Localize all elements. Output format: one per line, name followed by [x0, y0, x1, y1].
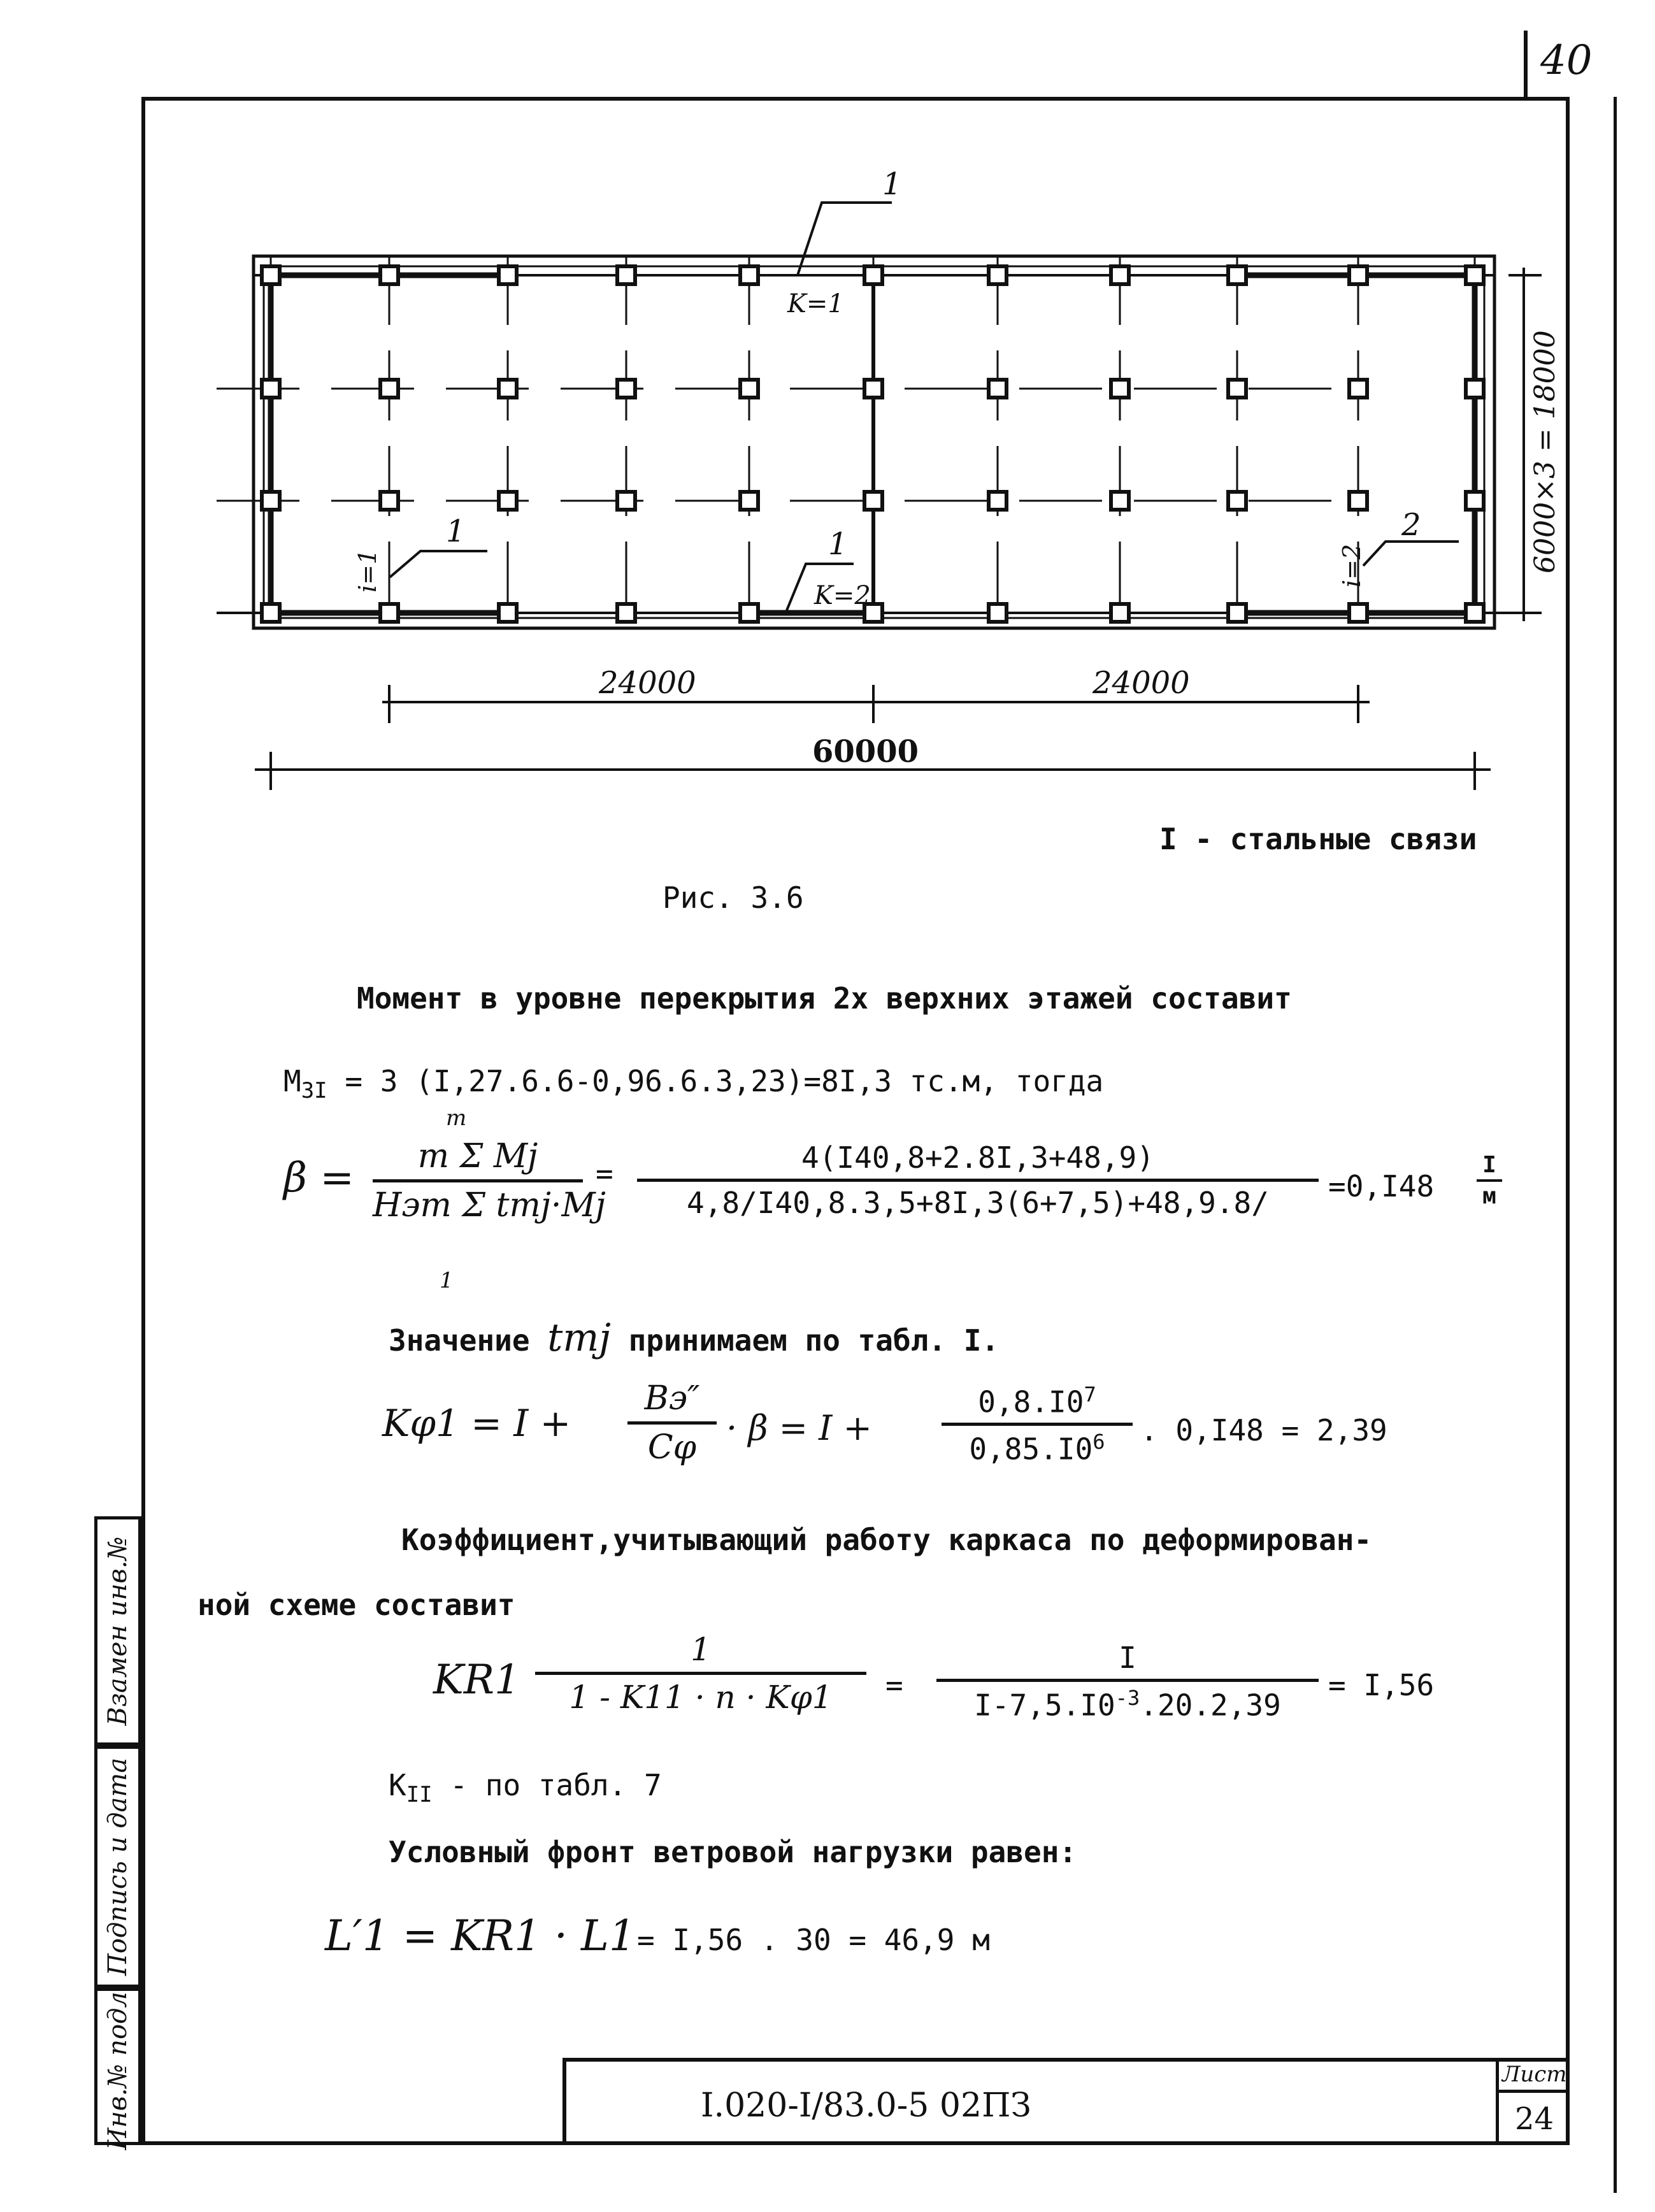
column — [1111, 266, 1129, 284]
paragraph-wind-front: Условный фронт ветровой нагрузки равен: — [389, 1835, 1077, 1869]
sheet-number: 24 — [1515, 2101, 1554, 2137]
column — [740, 266, 758, 284]
stamp-signature-label: Подпись и дата — [103, 1757, 133, 1976]
sum-limit-bottom: 1 — [440, 1268, 454, 1293]
column — [1466, 604, 1484, 622]
column — [989, 380, 1007, 398]
column — [864, 266, 882, 284]
callout-i2: i=2 — [1338, 543, 1366, 587]
sheet-label-divider — [1496, 2090, 1570, 2093]
l-rhs: = I,56 . 30 = 46,9 м — [637, 1923, 990, 1957]
column — [1228, 492, 1246, 510]
column — [989, 492, 1007, 510]
kr-frac-numerator: 1 — [691, 1631, 711, 1668]
beta-equals: = — [596, 1156, 613, 1191]
column — [499, 604, 517, 622]
dim-label-side: 6000×3 = 18000 — [1529, 330, 1561, 573]
beta-denominator: 4,8/I40,8.3,5+8I,3(6+7,5)+48,9.8/ — [687, 1186, 1269, 1220]
column — [1466, 492, 1484, 510]
column — [617, 380, 635, 398]
k11-note — [389, 1768, 662, 1807]
kf-result: . 0,I48 = 2,39 — [1140, 1413, 1387, 1447]
column — [740, 492, 758, 510]
dim-label-left: 24000 — [599, 665, 696, 701]
beta-left-fraction — [373, 1137, 606, 1224]
column — [989, 604, 1007, 622]
beta-numerator: 4(I40,8+2.8I,3+48,9) — [801, 1140, 1154, 1175]
column — [262, 492, 280, 510]
callout-1-top: 1 — [882, 166, 902, 202]
figure-caption: Рис. 3.6 — [663, 880, 804, 915]
stamp-signature-box — [94, 1746, 141, 1988]
beta-result: =0,I48 — [1328, 1169, 1435, 1203]
k11-symbol: K — [389, 1768, 406, 1802]
column — [1111, 604, 1129, 622]
column — [262, 380, 280, 398]
m31-expression: = 3 (I,27.6.6-0,96.6.3,23)=8I,3 тс.м, тогда — [345, 1064, 1104, 1098]
column — [864, 380, 882, 398]
dim-label-total: 60000 — [812, 734, 919, 770]
page-number: 40 — [1540, 37, 1593, 84]
column — [989, 266, 1007, 284]
value-symbol: tmj — [547, 1316, 611, 1360]
kr-numerator: I — [1119, 1641, 1136, 1675]
kr-value-fraction — [936, 1641, 1319, 1722]
sheet-label: Лист — [1502, 2062, 1567, 2087]
beta-symbol: β = — [283, 1154, 354, 1202]
equation-m31 — [283, 1064, 1103, 1103]
kf-value-fraction — [942, 1382, 1133, 1467]
document-code: I.020-I/83.0-5 02ПЗ — [701, 2086, 1031, 2125]
kf-numerator: $0,8.I0^7$ — [978, 1382, 1096, 1419]
kr-fraction — [535, 1631, 866, 1716]
value-reference: принимаем по табл. I. — [628, 1323, 999, 1358]
title-block-divider — [1496, 2058, 1499, 2145]
legend-text: I - стальные связи — [1159, 822, 1477, 856]
column — [740, 380, 758, 398]
column — [380, 604, 398, 622]
callout-i1: i=1 — [354, 549, 382, 592]
column — [499, 380, 517, 398]
kf-frac-denominator: Cφ — [647, 1428, 697, 1467]
column — [1228, 604, 1246, 622]
stamp-inventory-box — [94, 1983, 141, 2150]
beta-left-denominator: Hэт Σ tmj·Mj — [373, 1186, 606, 1224]
kr-result: = I,56 — [1328, 1668, 1435, 1702]
beta-unit-numerator: I — [1482, 1152, 1496, 1178]
column — [380, 266, 398, 284]
callout-1-left: 1 — [446, 514, 466, 549]
column — [1228, 266, 1246, 284]
column — [1349, 380, 1367, 398]
floor-plan-drawing — [0, 0, 1655, 828]
column — [1349, 492, 1367, 510]
beta-unit-denominator: м — [1482, 1183, 1496, 1209]
stamp-replacement-box — [94, 1516, 141, 1746]
dim-label-right: 24000 — [1093, 665, 1190, 701]
column — [1111, 380, 1129, 398]
k11-reference: - по табл. 7 — [450, 1768, 662, 1802]
m31-subscript: 3I — [301, 1078, 327, 1104]
beta-right-fraction — [637, 1140, 1319, 1220]
paragraph-coefficient-line1: Коэффициент,учитывающий работу каркаса по деформирован- — [401, 1523, 1372, 1557]
value-label: Значение — [389, 1323, 530, 1358]
column — [1111, 492, 1129, 510]
kf-fraction — [627, 1379, 717, 1467]
beta-unit — [1477, 1152, 1502, 1209]
column — [617, 492, 635, 510]
column — [499, 492, 517, 510]
column — [864, 492, 882, 510]
column — [1466, 380, 1484, 398]
kf-denominator: $0,85.I0^6$ — [969, 1430, 1105, 1467]
column — [1349, 266, 1367, 284]
column — [380, 492, 398, 510]
callout-k2: K=2 — [814, 581, 871, 610]
k11-subscript: II — [406, 1782, 433, 1808]
stamp-inventory-label: Инв.№ подл. — [103, 1983, 133, 2150]
callout-1-mid: 1 — [828, 526, 848, 562]
beta-left-numerator: m Σ Mj — [417, 1137, 538, 1175]
kf-lhs: Kφ1 = I + — [382, 1402, 571, 1445]
column — [1349, 604, 1367, 622]
paragraph-coefficient-line2: ной схеме составит — [197, 1588, 515, 1622]
kf-frac-numerator: Bэ″ — [644, 1379, 700, 1418]
callout-2: 2 — [1401, 507, 1421, 543]
column — [740, 604, 758, 622]
paragraph-value — [389, 1316, 999, 1360]
l-lhs: L′1 = KR1 · L1 — [325, 1911, 636, 1960]
kr-denominator: $I-7,5.I0^{-3}.20.2,39$ — [974, 1686, 1281, 1723]
m31-symbol: M — [283, 1064, 301, 1098]
column — [262, 266, 280, 284]
sum-limit-top: m — [446, 1105, 467, 1131]
leader-line-k1 — [798, 203, 892, 275]
column — [380, 380, 398, 398]
stamp-replacement-label: Взамен инв.№ — [103, 1536, 133, 1726]
column — [1466, 266, 1484, 284]
column — [1228, 380, 1246, 398]
kr-lhs: KR1 — [433, 1656, 520, 1704]
column — [262, 604, 280, 622]
leader-line-2 — [1363, 542, 1459, 566]
kf-middle: · β = I + — [726, 1408, 872, 1448]
column — [499, 266, 517, 284]
paragraph-moment: Момент в уровне перекрытия 2х верхних этажей составит — [357, 981, 1292, 1016]
kr-frac-denominator: 1 - K11 · n · Kφ1 — [569, 1679, 833, 1716]
callout-k1: K=1 — [787, 289, 844, 319]
column — [617, 266, 635, 284]
column — [617, 604, 635, 622]
leader-line-i1 — [390, 551, 487, 577]
kr-equals: = — [885, 1668, 903, 1702]
